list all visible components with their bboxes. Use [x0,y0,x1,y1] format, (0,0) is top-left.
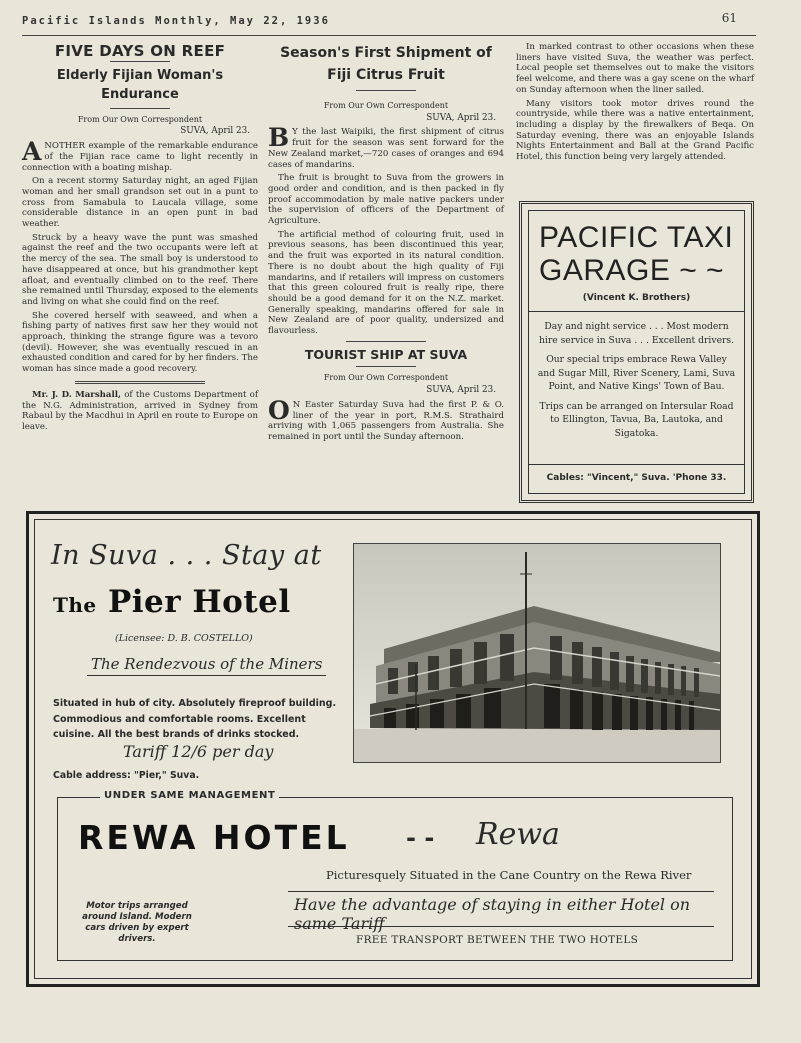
hotel-ad-cable: Cable address: "Pier," Suva. [53,770,200,781]
hotel-ad-tariff: Tariff 12/6 per day [123,742,274,761]
article1-title: FIVE DAYS ON REEF [54,42,226,60]
divider [356,90,416,91]
advantage-text: Have the advantage of staying in either Hotel on same Tariff [294,895,691,933]
divider [356,366,416,367]
article2-title: Season's First Shipment of Fiji Citrus Fruit [280,45,492,83]
article2-dateline: SUVA, April 23. [426,112,496,123]
article2-paragraph: The artificial method of colouring fruit, used in previous seasons, has been discontinued this year, and the fruit was exported in its natural condition. There is no doubt about the high quality of Fiji mandarins, and if retailers will impress on customers that this green coloured fruit is really ripe, there should be a good demand for it on the N.Z. market. Generally speaking, mandarins offered for sale in New Zealand are of poor quality, undersized and flavourless. [268,229,504,337]
article1-paragraph: She covered herself with seaweed, and when a fishing party of natives first saw her they would not approach, thinking the strange figure was a tevoro (devil). However, she was eventually rescued in an exhausted condition and cared for by her finders. The woman has since made a good recovery. [22,310,258,375]
article3-paragraph: O N Easter Saturday Suva had the first P. & O. liner of the year in port, R.M.S. Strathaird arriving with 1,065 passengers from Australia. She remained in port until the Sunday afternoon. [268,395,504,442]
management-label: UNDER SAME MANAGEMENT [100,790,279,801]
free-transport: FREE TRANSPORT BETWEEN THE TWO HOTELS [356,934,639,946]
hotel-building-image [354,544,720,762]
hotel-ad-rendezvous: The Rendezvous of the Miners [87,655,326,676]
header-rule [22,35,756,36]
taxi-ad-body [529,312,744,440]
article3-paragraph: In marked contrast to other occasions when these liners have visited Suva, the weather was perfect. Local people set themselves out to make the visitors feel welcome, and there was a gay scene on the wharf on Sunday afternoon when the liner sailed. [516,42,754,95]
rewa-dash: - - [406,824,435,852]
taxi-name-line1: PACIFIC TAXI [539,221,734,254]
taxi-ad-cables: Cables: "Vincent," Suva. 'Phone 33. [529,464,744,493]
hotel-ad-licensee: (Licensee: D. B. COSTELLO) [115,633,253,644]
article1-byline: From Our Own Correspondent [77,114,203,124]
taxi-ad-name [539,221,744,287]
drop-cap: B [268,123,290,153]
hotel-ad-pier: Pier Hotel [107,584,291,620]
rewa-script: Rewa [476,817,560,852]
divider [110,61,170,62]
taxi-name-line2: GARAGE ~ ~ [539,254,725,287]
hotel-ad-stay: In Suva . . . Stay at [51,540,322,571]
rewa-hotel-section [57,790,733,961]
article1-paragraph: ANOTHER example of the remarkable endurance of the Fijian race came to light recently in connection with a boating mishap. [22,137,258,173]
article2-byline: From Our Own Correspondent [323,101,449,110]
article1-subtitle: Elderly Fijian Woman's Endurance [56,67,224,102]
hotel-ad-the: The [53,593,97,617]
column-1 [22,40,258,436]
article3-paragraph: Many visitors took motor drives round the countryside, while there was a native entertainment, including a display by the firewalkers of Beqa. On Saturday evening, there was an enjoyable Islands Nights Entertainment and Ball at the Grand Pacific Hotel, this function being very largely attended. [516,98,754,163]
article2-paragraph: The fruit is brought to Suva from the growers in good order and condition, and is then packed in fly proof accommodation by male native packers under the supervision of officers of the Department of Agriculture. [268,173,504,227]
divider [110,108,170,109]
rewa-hotel-name: REWA HOTEL [78,818,350,857]
article1-dateline: SUVA, April 23. [180,126,250,137]
publication-header: Pacific Islands Monthly, May 22, 1936 [22,15,330,27]
taxi-ad-trips: Our special trips embrace Rewa Valley and Sugar Mill, River Scenery, Lami, Suva Point, and Native Kings' Town of Bau. [537,354,736,392]
taxi-ad-frame [528,210,745,494]
motor-trips: Motor trips arranged around Island. Modern cars driven by expert drivers. [82,901,192,944]
drop-cap: A [22,137,42,167]
pacific-taxi-advertisement [519,201,754,503]
article1-paragraph: Struck by a heavy wave the punt was smashed against the reef and the two occupants were left at the mercy of the sea. The small boy is understood to have disappeared at once, but his grandmother kept afloat, and eventually climbed on to the reef. There she remained until Thursday, exposed to the elements and living on what she could find on the reef. [22,232,258,307]
taxi-ad-service: Day and night service . . . Most modern hire service in Suva . . . Excellent drivers. [538,321,735,346]
article3-dateline: SUVA, April 23. [426,385,496,396]
column-2 [268,40,504,446]
hotel-ad-frame [34,519,752,979]
hotel-ad-name [53,584,291,620]
taxi-ad-inter: Trips can be arranged on Intersular Road to Ellington, Tavua, Ba, Lautoka, and Sigatoka. [539,400,734,439]
article3-title: TOURIST SHIP AT SUVA [304,346,468,362]
rewa-description: Picturesquely Situated in the Cane Country on the Rewa River [326,868,692,882]
divider [346,341,426,342]
article3-byline: From Our Own Correspondent [323,373,449,383]
hotel-ad-description: Situated in hub of city. Absolutely fireproof building. Commodious and comfortable rooms. Excellent cuisine. All the best brands of drinks stocked. [53,698,337,740]
article2-paragraph: B Y the last Waipiki, the first shipment of citrus fruit for the season was sent forward for the New Zealand market,—720 cases of oranges and 694 cases of mandarins. [268,123,504,170]
article1-paragraph: On a recent stormy Saturday night, an aged Fijian woman and her small grandson set out in a punt to cross from Samabula to Laucala village, some considerable distance in an open punt in bad weather. [22,176,258,230]
column-3 [516,40,754,166]
pier-hotel-advertisement [26,511,760,987]
page-number: 61 [721,11,737,25]
taxi-ad-owners: (Vincent K. Brothers) [582,293,691,303]
personal-note: Mr. J. D. Marshall, of the Customs Department of the N.G. Administration, arrived in Sydney from Rabaul by the Macdhui in April en route to Europe on leave. [22,389,259,432]
drop-cap: O [268,395,290,425]
double-divider [75,381,205,384]
pier-hotel-photograph [353,543,721,763]
